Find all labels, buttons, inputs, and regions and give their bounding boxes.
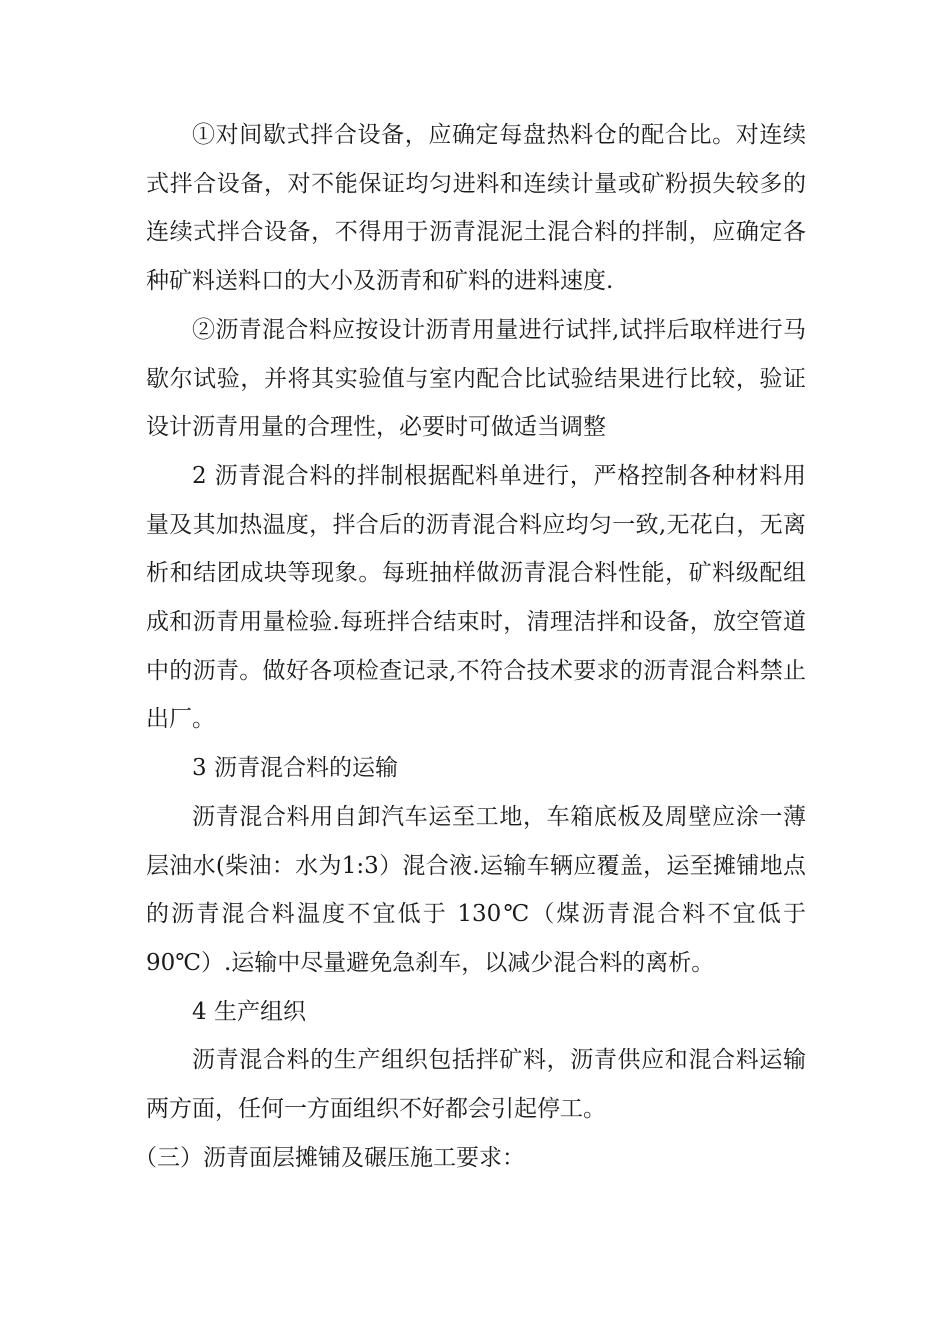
section-heading-production: 4 生产组织 [192, 998, 306, 1025]
paragraph-batch-mixing: ①对间歇式拌合设备，应确定每盘热料仓的配合比。对连续式拌合设备，对不能保证均匀进料和连续计量或矿粉损失较多的连续式拌合设备，不得用于沥青混泥土混合料的拌制，应确定各种矿料送料口的大小及沥青和矿料的进料速度. [146, 122, 806, 295]
section-heading-transport: 3 沥青混合料的运输 [192, 755, 398, 782]
paragraph-mixing-control: 2 沥青混合料的拌制根据配料单进行，严格控制各种材料用量及其加热温度，拌合后的沥青混合料应均匀一致,无花白，无离析和结团成块等现象。每班抽样做沥青混合料性能，矿料级配组成和沥青用量检验.每班拌合结束时，清理洁拌和设备，放空管道中的沥青。做好各项检查记录,不符合技术要求的沥青混合料禁止出厂。 [146, 462, 806, 733]
section-heading-paving: （三）沥青面层摊铺及碾压施工要求： [134, 1144, 525, 1171]
document-body [134, 111, 806, 1182]
paragraph-trial-mixing: ②沥青混合料应按设计沥青用量进行试拌,试拌后取样进行马歇尔试验，并将其实验值与室内配合比试验结果进行比较，验证设计沥青用量的合理性，必要时可做适当调整 [146, 316, 806, 441]
paragraph-production: 沥青混合料的生产组织包括拌矿料，沥青供应和混合料运输两方面，任何一方面组织不好都会引起停工。 [146, 1047, 806, 1123]
paragraph-transport: 沥青混合料用自卸汽车运至工地，车箱底板及周壁应涂一薄层油水(柴油：水为1:3）混合液.运输车辆应覆盖，运至摊铺地点的沥青混合料温度不宜低于 130℃（煤沥青混合料不宜低于90℃）.运输中尽量避免急刹车，以减少混合料的离析。 [146, 803, 806, 976]
